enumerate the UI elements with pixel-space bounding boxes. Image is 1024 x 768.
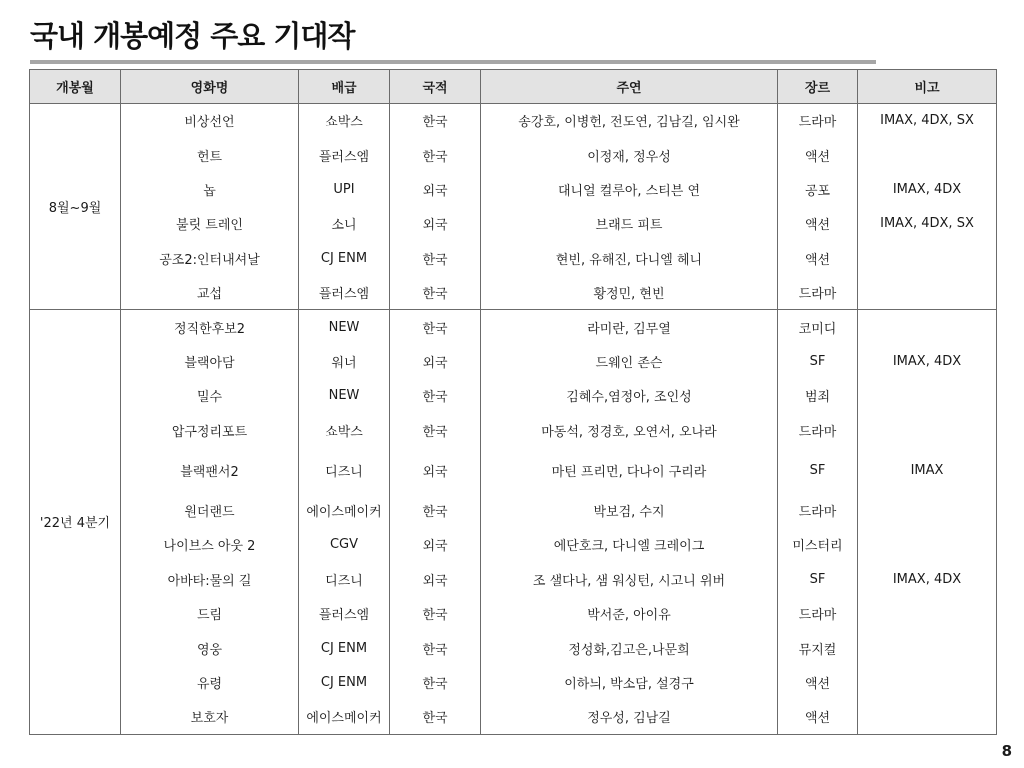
distributor-cell: 쇼박스 bbox=[299, 413, 390, 447]
movie-title-cell: 헌트 bbox=[121, 138, 299, 172]
table-row bbox=[30, 665, 997, 699]
nationality-cell: 한국 bbox=[390, 241, 481, 275]
genre-cell: 드라마 bbox=[778, 104, 858, 138]
cast-cell: 정우성, 김남길 bbox=[481, 700, 778, 734]
movie-title-cell: 드림 bbox=[121, 597, 299, 631]
genre-cell: 드라마 bbox=[778, 493, 858, 527]
cast-cell: 황정민, 현빈 bbox=[481, 275, 778, 309]
title-underline bbox=[30, 60, 876, 64]
cast-cell: 송강호, 이병헌, 전도연, 김남길, 임시완 bbox=[481, 104, 778, 138]
movie-title-cell: 교섭 bbox=[121, 275, 299, 309]
genre-cell: 드라마 bbox=[778, 597, 858, 631]
table-row bbox=[30, 562, 997, 596]
distributor-cell: 디즈니 bbox=[299, 447, 390, 493]
header-cell: 영화명 bbox=[121, 70, 299, 104]
header-cell: 배급 bbox=[299, 70, 390, 104]
cast-cell: 드웨인 존슨 bbox=[481, 344, 778, 378]
cast-cell: 브래드 피트 bbox=[481, 207, 778, 241]
note-cell: IMAX, 4DX, SX bbox=[858, 104, 997, 138]
nationality-cell: 한국 bbox=[390, 700, 481, 734]
genre-cell: 코미디 bbox=[778, 310, 858, 344]
movie-title-cell: 압구정리포트 bbox=[121, 413, 299, 447]
note-cell: IMAX, 4DX bbox=[858, 562, 997, 596]
nationality-cell: 외국 bbox=[390, 528, 481, 562]
page-title: 국내 개봉예정 주요 기대작 bbox=[30, 19, 355, 53]
table-row bbox=[30, 310, 997, 344]
distributor-cell: CGV bbox=[299, 528, 390, 562]
distributor-cell: 플러스엠 bbox=[299, 138, 390, 172]
nationality-cell: 외국 bbox=[390, 172, 481, 206]
genre-cell: SF bbox=[778, 447, 858, 493]
nationality-cell: 한국 bbox=[390, 597, 481, 631]
note-cell bbox=[858, 413, 997, 447]
movie-title-cell: 놉 bbox=[121, 172, 299, 206]
genre-cell: 뮤지컬 bbox=[778, 631, 858, 665]
note-cell bbox=[858, 597, 997, 631]
note-cell: IMAX, 4DX bbox=[858, 172, 997, 206]
genre-cell: 범죄 bbox=[778, 379, 858, 413]
genre-cell: 미스터리 bbox=[778, 528, 858, 562]
movie-title-cell: 보호자 bbox=[121, 700, 299, 734]
genre-cell: SF bbox=[778, 562, 858, 596]
note-cell bbox=[858, 138, 997, 172]
distributor-cell: 에이스메이커 bbox=[299, 700, 390, 734]
note-cell bbox=[858, 665, 997, 699]
nationality-cell: 외국 bbox=[390, 447, 481, 493]
genre-cell: 드라마 bbox=[778, 413, 858, 447]
cast-cell: 라미란, 김무열 bbox=[481, 310, 778, 344]
table-row bbox=[30, 447, 997, 493]
distributor-cell: 플러스엠 bbox=[299, 275, 390, 309]
distributor-cell: CJ ENM bbox=[299, 241, 390, 275]
genre-cell: 액션 bbox=[778, 665, 858, 699]
distributor-cell: 디즈니 bbox=[299, 562, 390, 596]
release-table bbox=[29, 69, 997, 735]
note-cell: IMAX, 4DX bbox=[858, 344, 997, 378]
movie-title-cell: 블랙팬서2 bbox=[121, 447, 299, 493]
header-cell: 비고 bbox=[858, 70, 997, 104]
note-cell bbox=[858, 310, 997, 344]
cast-cell: 현빈, 유해진, 다니엘 헤니 bbox=[481, 241, 778, 275]
table-body bbox=[30, 104, 997, 735]
movie-title-cell: 영웅 bbox=[121, 631, 299, 665]
table-row bbox=[30, 379, 997, 413]
nationality-cell: 외국 bbox=[390, 344, 481, 378]
distributor-cell: NEW bbox=[299, 310, 390, 344]
table-row bbox=[30, 275, 997, 309]
release-period-cell: '22년 4분기 bbox=[30, 310, 121, 734]
table-row bbox=[30, 528, 997, 562]
distributor-cell: 소니 bbox=[299, 207, 390, 241]
header-cell: 개봉월 bbox=[30, 70, 121, 104]
table-row bbox=[30, 344, 997, 378]
page-number: 8 bbox=[1001, 742, 1012, 760]
distributor-cell: CJ ENM bbox=[299, 631, 390, 665]
movie-title-cell: 비상선언 bbox=[121, 104, 299, 138]
nationality-cell: 한국 bbox=[390, 104, 481, 138]
cast-cell: 에단호크, 다니엘 크레이그 bbox=[481, 528, 778, 562]
genre-cell: 액션 bbox=[778, 700, 858, 734]
distributor-cell: NEW bbox=[299, 379, 390, 413]
table-row bbox=[30, 207, 997, 241]
cast-cell: 이하늬, 박소담, 설경구 bbox=[481, 665, 778, 699]
note-cell bbox=[858, 379, 997, 413]
table-row bbox=[30, 597, 997, 631]
movie-title-cell: 공조2:인터내셔날 bbox=[121, 241, 299, 275]
table-row bbox=[30, 172, 997, 206]
movie-title-cell: 원더랜드 bbox=[121, 493, 299, 527]
movie-title-cell: 아바타:물의 길 bbox=[121, 562, 299, 596]
table-row bbox=[30, 413, 997, 447]
cast-cell: 대니얼 컬루아, 스티븐 연 bbox=[481, 172, 778, 206]
movie-title-cell: 유령 bbox=[121, 665, 299, 699]
note-cell bbox=[858, 275, 997, 309]
genre-cell: 액션 bbox=[778, 207, 858, 241]
table-row bbox=[30, 241, 997, 275]
cast-cell: 정성화,김고은,나문희 bbox=[481, 631, 778, 665]
nationality-cell: 한국 bbox=[390, 413, 481, 447]
distributor-cell: 쇼박스 bbox=[299, 104, 390, 138]
movie-title-cell: 밀수 bbox=[121, 379, 299, 413]
nationality-cell: 외국 bbox=[390, 562, 481, 596]
cast-cell: 마동석, 정경호, 오연서, 오나라 bbox=[481, 413, 778, 447]
genre-cell: 드라마 bbox=[778, 275, 858, 309]
distributor-cell: CJ ENM bbox=[299, 665, 390, 699]
movie-title-cell: 불릿 트레인 bbox=[121, 207, 299, 241]
table-row bbox=[30, 700, 997, 734]
movie-title-cell: 블랙아담 bbox=[121, 344, 299, 378]
cast-cell: 김혜수,염정아, 조인성 bbox=[481, 379, 778, 413]
note-cell bbox=[858, 241, 997, 275]
note-cell: IMAX bbox=[858, 447, 997, 493]
cast-cell: 마틴 프리먼, 다나이 구리라 bbox=[481, 447, 778, 493]
nationality-cell: 한국 bbox=[390, 275, 481, 309]
cast-cell: 조 샐다나, 샘 워싱턴, 시고니 위버 bbox=[481, 562, 778, 596]
note-cell bbox=[858, 631, 997, 665]
movie-title-cell: 나이브스 아웃 2 bbox=[121, 528, 299, 562]
release-period-cell: 8월~9월 bbox=[30, 104, 121, 310]
header-cell: 국적 bbox=[390, 70, 481, 104]
note-cell: IMAX, 4DX, SX bbox=[858, 207, 997, 241]
cast-cell: 박보검, 수지 bbox=[481, 493, 778, 527]
distributor-cell: 에이스메이커 bbox=[299, 493, 390, 527]
nationality-cell: 한국 bbox=[390, 631, 481, 665]
genre-cell: 공포 bbox=[778, 172, 858, 206]
nationality-cell: 한국 bbox=[390, 665, 481, 699]
cast-cell: 이정재, 정우성 bbox=[481, 138, 778, 172]
header-row bbox=[30, 70, 997, 104]
table-row bbox=[30, 138, 997, 172]
header-cell: 장르 bbox=[778, 70, 858, 104]
distributor-cell: 플러스엠 bbox=[299, 597, 390, 631]
cast-cell: 박서준, 아이유 bbox=[481, 597, 778, 631]
nationality-cell: 한국 bbox=[390, 493, 481, 527]
genre-cell: 액션 bbox=[778, 241, 858, 275]
table-row bbox=[30, 104, 997, 138]
note-cell bbox=[858, 700, 997, 734]
distributor-cell: 워너 bbox=[299, 344, 390, 378]
header-cell: 주연 bbox=[481, 70, 778, 104]
nationality-cell: 한국 bbox=[390, 138, 481, 172]
movie-title-cell: 정직한후보2 bbox=[121, 310, 299, 344]
genre-cell: 액션 bbox=[778, 138, 858, 172]
nationality-cell: 외국 bbox=[390, 207, 481, 241]
genre-cell: SF bbox=[778, 344, 858, 378]
note-cell bbox=[858, 493, 997, 527]
nationality-cell: 한국 bbox=[390, 310, 481, 344]
table-row bbox=[30, 631, 997, 665]
table-row bbox=[30, 493, 997, 527]
note-cell bbox=[858, 528, 997, 562]
nationality-cell: 한국 bbox=[390, 379, 481, 413]
distributor-cell: UPI bbox=[299, 172, 390, 206]
